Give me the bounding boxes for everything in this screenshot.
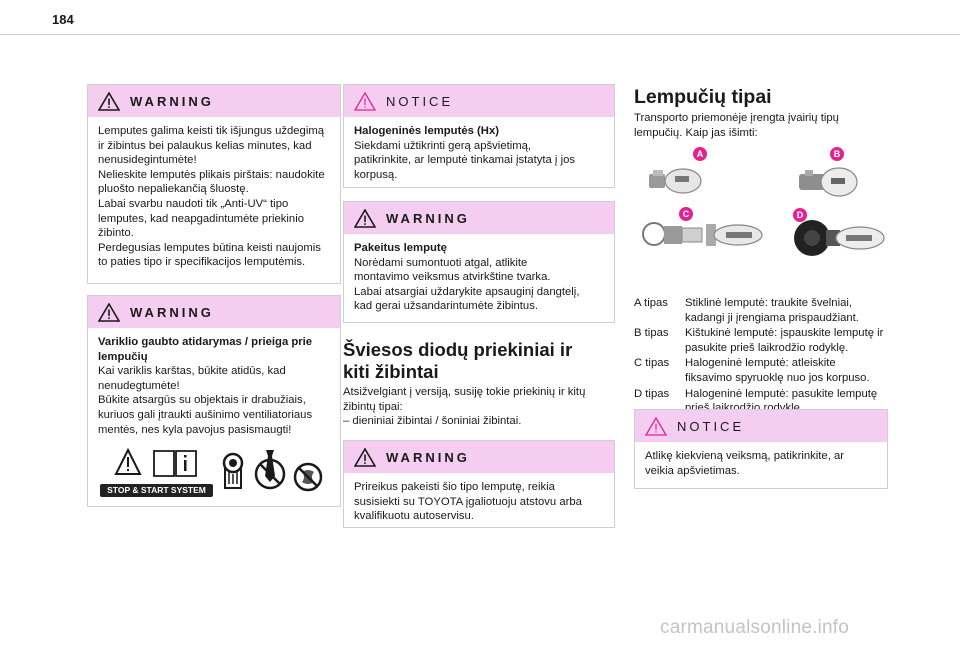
warning-title: WARNING bbox=[386, 449, 470, 465]
text-line: Atsižvelgiant į versiją, susiję tokie priekinių ir kitų bbox=[343, 386, 586, 398]
notice-text bbox=[344, 117, 614, 190]
text-line: nenudegtumėte! bbox=[98, 379, 180, 392]
section-intro-lamp-types bbox=[634, 111, 904, 140]
text-line: lempučių. Kaip jas išimti: bbox=[634, 126, 758, 139]
warning-text bbox=[88, 117, 340, 278]
text-line: veikia apšvietimas. bbox=[645, 464, 740, 477]
text-line: – dieniniai žibintai / šoniniai žibintai. bbox=[343, 415, 522, 428]
warning-heading: Pakeitus lemputę bbox=[354, 242, 447, 254]
warning-title: WARNING bbox=[130, 93, 214, 109]
text-line: lemputes, kad neapgadintumėte priekinio bbox=[98, 212, 304, 225]
safety-icon-strip bbox=[100, 448, 328, 498]
text-line: ir žibintus bei palaukus kelias minutes, kad bbox=[98, 139, 312, 152]
warning-triangle-icon bbox=[354, 448, 376, 467]
text-line: žibintų tipai: bbox=[343, 400, 403, 413]
warning-header bbox=[88, 296, 340, 328]
lamp-type-key: D tipas bbox=[634, 387, 670, 400]
notice-header bbox=[344, 85, 614, 117]
notice-text bbox=[635, 442, 887, 486]
text-line: korpusą. bbox=[354, 168, 398, 181]
lamp-type-key: A tipas bbox=[634, 297, 668, 309]
section-title-lamp-types: Lempučių tipai bbox=[634, 86, 772, 108]
text-line: susisiekti su TOYOTA įgaliotuoju atstovu arba bbox=[354, 495, 582, 508]
page-number: 184 bbox=[52, 12, 74, 27]
lamp-type-desc: Halogeninė lemputė: atleiskite fiksavimo spyruoklę nuo jos korpuso. bbox=[685, 357, 870, 384]
warning-triangle-icon bbox=[354, 209, 376, 228]
notice-box-halogen bbox=[343, 84, 615, 188]
warning-header bbox=[344, 441, 614, 473]
section-title-led: Šviesos diodų priekiniai ir kiti žibintai bbox=[343, 339, 573, 382]
text-line: to paties tipo ir specifikacijos lemputėmis. bbox=[98, 256, 306, 269]
warning-header bbox=[344, 202, 614, 234]
text-line: Siekdami užtikrinti gerą apšvietimą, bbox=[354, 139, 532, 152]
stop-start-label: STOP & START SYSTEM bbox=[100, 484, 213, 497]
warning-text bbox=[344, 234, 614, 322]
text-line: kvalifikuotu autoservisu. bbox=[354, 510, 474, 523]
text-line: Atlikę kiekvieną veiksmą, patikrinkite, ar bbox=[645, 450, 845, 462]
warning-text bbox=[344, 473, 614, 532]
text-line: žibinto. bbox=[98, 227, 134, 240]
warning-title: WARNING bbox=[386, 210, 470, 226]
badge-c: C bbox=[679, 207, 693, 221]
text-line: Labai atsargiai uždarykite apsauginį dangtelį, bbox=[354, 285, 580, 298]
watermark: carmanualsonline.info bbox=[660, 617, 850, 638]
bulb-type-b-image bbox=[795, 162, 861, 202]
header-divider bbox=[0, 34, 960, 35]
text-line: Lemputes galima keisti tik išjungus uždegimą bbox=[98, 125, 325, 137]
lamp-type-desc: Halogeninė lemputė: pasukite lemputę bbox=[685, 387, 878, 400]
text-line: Kai variklis karštas, būkite atidūs, kad bbox=[98, 365, 286, 378]
notice-title: NOTICE bbox=[386, 93, 454, 109]
warning-title: WARNING bbox=[130, 304, 214, 320]
warning-heading: Variklio gaubto atidarymas / prieiga prie bbox=[98, 336, 313, 348]
notice-triangle-icon bbox=[354, 92, 376, 111]
section-text-led bbox=[343, 385, 615, 429]
warning-header bbox=[88, 85, 340, 117]
no-tie-icon bbox=[253, 448, 287, 492]
text-line: Nelieskite lemputės plikais pirštais: naudokite bbox=[98, 168, 325, 181]
fan-belt-icon bbox=[221, 452, 245, 492]
badge-a: A bbox=[693, 147, 707, 161]
text-line: Transporto priemonėje įrengta įvairių tipų bbox=[634, 112, 839, 124]
text-line: montavimo veiksmus atvirkštine tvarka. bbox=[354, 271, 551, 284]
text-line: Perdegusias lemputes būtina keisti naujomis bbox=[98, 241, 321, 254]
notice-header bbox=[635, 410, 887, 442]
text-line: Norėdami sumontuoti atgal, atlikite bbox=[354, 256, 528, 269]
text-line: Prireikus pakeisti šio tipo lemputę, reikia bbox=[354, 481, 555, 493]
warning-box-after-replacement bbox=[343, 201, 615, 323]
warning-box-bulb-replacement bbox=[87, 84, 341, 284]
text-line: patikrinkite, ar lemputė tinkamai įstatyta į jos bbox=[354, 154, 576, 167]
lamp-type-desc: Stiklinė lemputė: traukite švelniai, kadangi ji įrengiama prispaudžiant. bbox=[685, 297, 859, 324]
text-line: Labai svarbu naudoti tik „Anti-UV“ tipo bbox=[98, 197, 289, 210]
text-line: nenusidegintumėte! bbox=[98, 154, 197, 167]
list-item bbox=[634, 356, 904, 385]
text-line: kuriuos gali įtraukti aušinimo ventiliatoriaus bbox=[98, 408, 313, 421]
notice-title: NOTICE bbox=[677, 418, 745, 434]
notice-box-check-lights bbox=[634, 409, 888, 489]
text-line: Būkite atsargūs su objektais ir drabužiais, bbox=[98, 394, 306, 407]
lamp-type-key: C tipas bbox=[634, 357, 670, 370]
lamp-type-key: B tipas bbox=[634, 327, 669, 340]
text-line: mentės, nes kyla pavojus pasismaugti! bbox=[98, 423, 292, 436]
warning-box-bonnet-opening bbox=[87, 295, 341, 507]
warning-triangle-icon bbox=[98, 303, 120, 322]
list-item bbox=[634, 326, 904, 355]
no-hands-fan-icon bbox=[293, 462, 323, 492]
warning-triangle-icon bbox=[98, 92, 120, 111]
warning-box-led-service bbox=[343, 440, 615, 528]
text-line: pluošto nepaliekančią šluostę. bbox=[98, 183, 249, 196]
manual-book-icon bbox=[152, 448, 198, 478]
bulb-type-c-image bbox=[640, 210, 770, 260]
lamp-type-desc: Kištukinė lemputė: įspauskite lemputę ir pasukite prieš laikrodžio rodyklę. bbox=[685, 327, 884, 354]
warning-heading: lempučių bbox=[98, 350, 148, 363]
list-item bbox=[634, 296, 904, 325]
text-line: kad gerai užsandarintumėte žibintus. bbox=[354, 300, 538, 313]
notice-heading: Halogeninės lemputės (Hx) bbox=[354, 125, 500, 137]
notice-triangle-icon bbox=[645, 417, 667, 436]
hazard-triangle-icon bbox=[114, 448, 142, 476]
bulb-type-a-image bbox=[645, 160, 705, 200]
badge-b: B bbox=[830, 147, 844, 161]
warning-text bbox=[88, 328, 340, 445]
lamp-type-list bbox=[634, 296, 904, 417]
badge-d: D bbox=[793, 208, 807, 222]
